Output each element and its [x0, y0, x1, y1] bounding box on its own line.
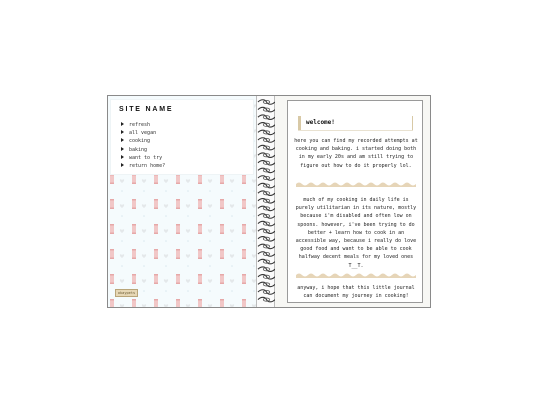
bullet-icon — [121, 122, 124, 126]
spiral-ring — [258, 138, 275, 143]
bullet-icon — [121, 130, 124, 134]
welcome-header — [298, 116, 413, 130]
welcome-title: welcome! — [306, 119, 335, 126]
spiral-ring — [258, 290, 275, 295]
wave-divider — [296, 181, 416, 187]
right-page — [275, 96, 430, 307]
spiral-ring — [258, 237, 275, 242]
spiral-ring — [258, 221, 275, 226]
nav-item-cooking[interactable]: cooking — [121, 137, 165, 145]
spiral-ring — [258, 214, 275, 219]
content-panel — [287, 100, 423, 303]
nav-item-all-vegan[interactable]: all vegan — [121, 129, 165, 137]
spiral-ring — [258, 244, 275, 249]
bullet-icon — [121, 138, 124, 142]
spiral-ring — [258, 123, 275, 128]
left-page — [108, 96, 256, 307]
spiral-ring — [258, 115, 275, 120]
spiral-ring — [258, 161, 275, 166]
spiral-ring — [258, 259, 275, 264]
site-name: SITE NAME — [119, 106, 174, 113]
spiral-ring — [258, 107, 275, 112]
spiral-ring — [258, 153, 275, 158]
spiral-ring — [258, 282, 275, 287]
nav-list — [121, 121, 165, 170]
spiral-ring — [258, 275, 275, 280]
cooking-paragraph: much of my cooking in daily life is purely utilitarian in its nature, mostly because i'm disabled and often low on spoons. however, i've been trying to do better + learn how to cook in an accessible way, because i really do love good food and want to be able to cook halfway decent meals for my loved ones T__T. — [295, 197, 417, 269]
spiral-ring-icon — [257, 96, 276, 307]
nav-item-baking[interactable]: baking — [121, 146, 165, 154]
site-badge[interactable]: okaypets — [115, 289, 138, 297]
closing-paragraph: anyway, i hope that this little journal can document my journey in cooking! — [297, 285, 415, 300]
spiral-ring — [258, 145, 275, 150]
spiral-ring — [258, 199, 275, 204]
bullet-icon — [121, 155, 124, 159]
spiral-ring — [258, 206, 275, 211]
notebook — [107, 95, 431, 308]
spiral-ring — [258, 168, 275, 173]
spiral-ring — [258, 191, 275, 196]
spiral-ring — [258, 130, 275, 135]
spiral-ring — [258, 267, 275, 272]
nav-item-return-home[interactable]: return home? — [121, 162, 165, 170]
nav-item-want-to-try[interactable]: want to try — [121, 154, 165, 162]
spiral-ring — [258, 183, 275, 188]
wave-divider — [296, 272, 416, 278]
bullet-icon — [121, 163, 124, 167]
spiral-ring — [258, 252, 275, 257]
bullet-icon — [121, 147, 124, 151]
spiral-ring — [258, 176, 275, 181]
spiral-ring — [258, 229, 275, 234]
spiral-ring — [258, 100, 275, 105]
spiral-binding — [256, 96, 275, 307]
nav-item-refresh[interactable]: refresh — [121, 121, 165, 129]
intro-paragraph: here you can find my recorded attempts at cooking and baking. i started doing both in my early 20s and am still trying to figure out how to do it properly lol. — [294, 138, 418, 169]
spiral-ring — [258, 297, 275, 302]
